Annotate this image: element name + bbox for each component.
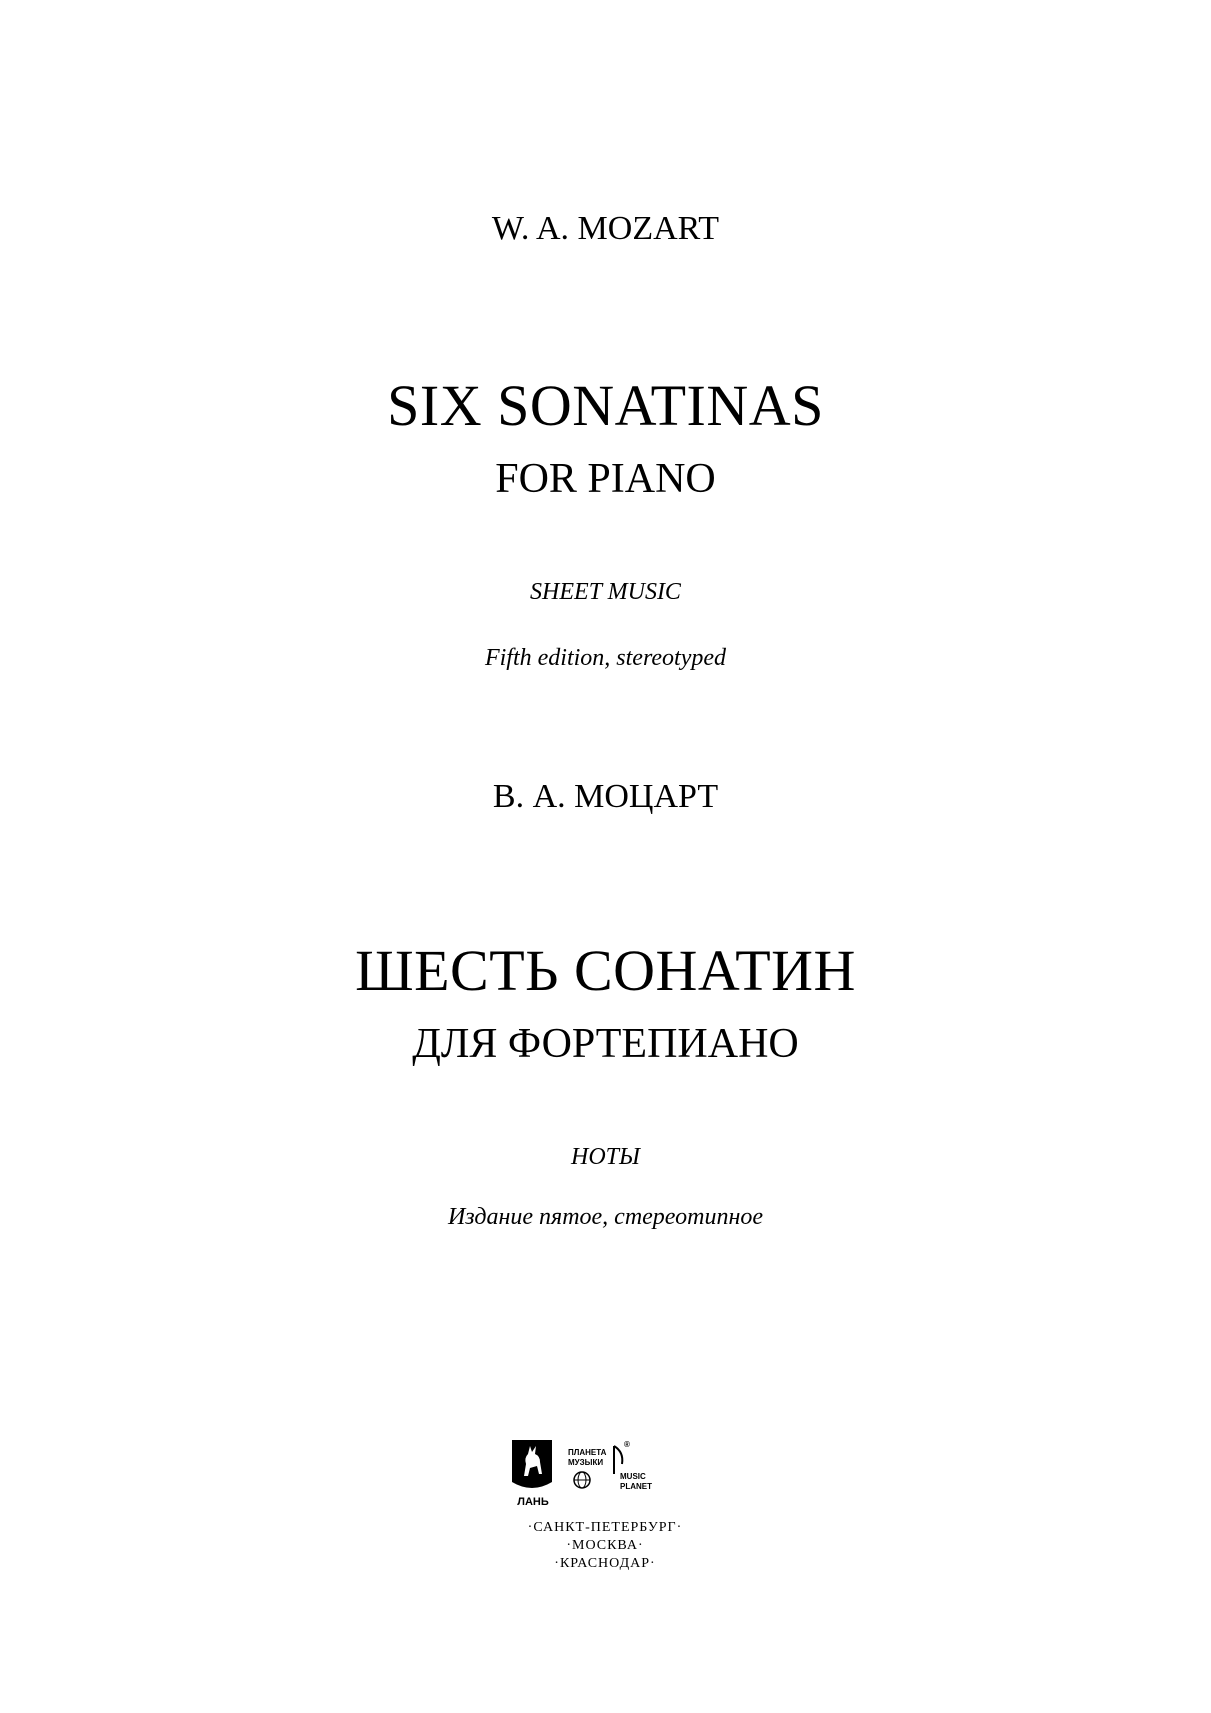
edition-en: Fifth edition, stereotyped (484, 645, 727, 671)
registered-mark: ® (624, 1440, 630, 1449)
city-1: ·САНКТ-ПЕТЕРБУРГ· (527, 1520, 683, 1535)
planeta-line1: ПЛАНЕТА (568, 1448, 607, 1457)
deer-icon (510, 1436, 554, 1494)
music-planet-line1: MUSIC (620, 1472, 646, 1481)
subtitle-en: FOR PIANO (495, 456, 716, 502)
publisher-logo (510, 1436, 700, 1588)
author-en: W. A. MOZART (491, 210, 720, 247)
title-ru: ШЕСТЬ СОНАТИН (355, 938, 856, 1003)
kind-ru: НОТЫ (571, 1144, 640, 1170)
subtitle-ru: ДЛЯ ФОРТЕПИАНО (412, 1021, 799, 1067)
city-2: ·МОСКВА· (566, 1538, 644, 1553)
city-3: ·КРАСНОДАР· (554, 1556, 656, 1571)
author-ru: В. А. МОЦАРТ (492, 778, 719, 815)
planeta-line2: МУЗЫКИ (568, 1458, 604, 1467)
title-en: SIX SONATINAS (387, 373, 824, 438)
kind-en: SHEET MUSIC (530, 579, 681, 605)
lan-logo-text: ЛАНЬ (517, 1496, 549, 1508)
music-planet-line2: PLANET (620, 1482, 652, 1491)
globe-icon (572, 1470, 592, 1490)
edition-ru: Издание пятое, стереотипное (447, 1204, 764, 1230)
